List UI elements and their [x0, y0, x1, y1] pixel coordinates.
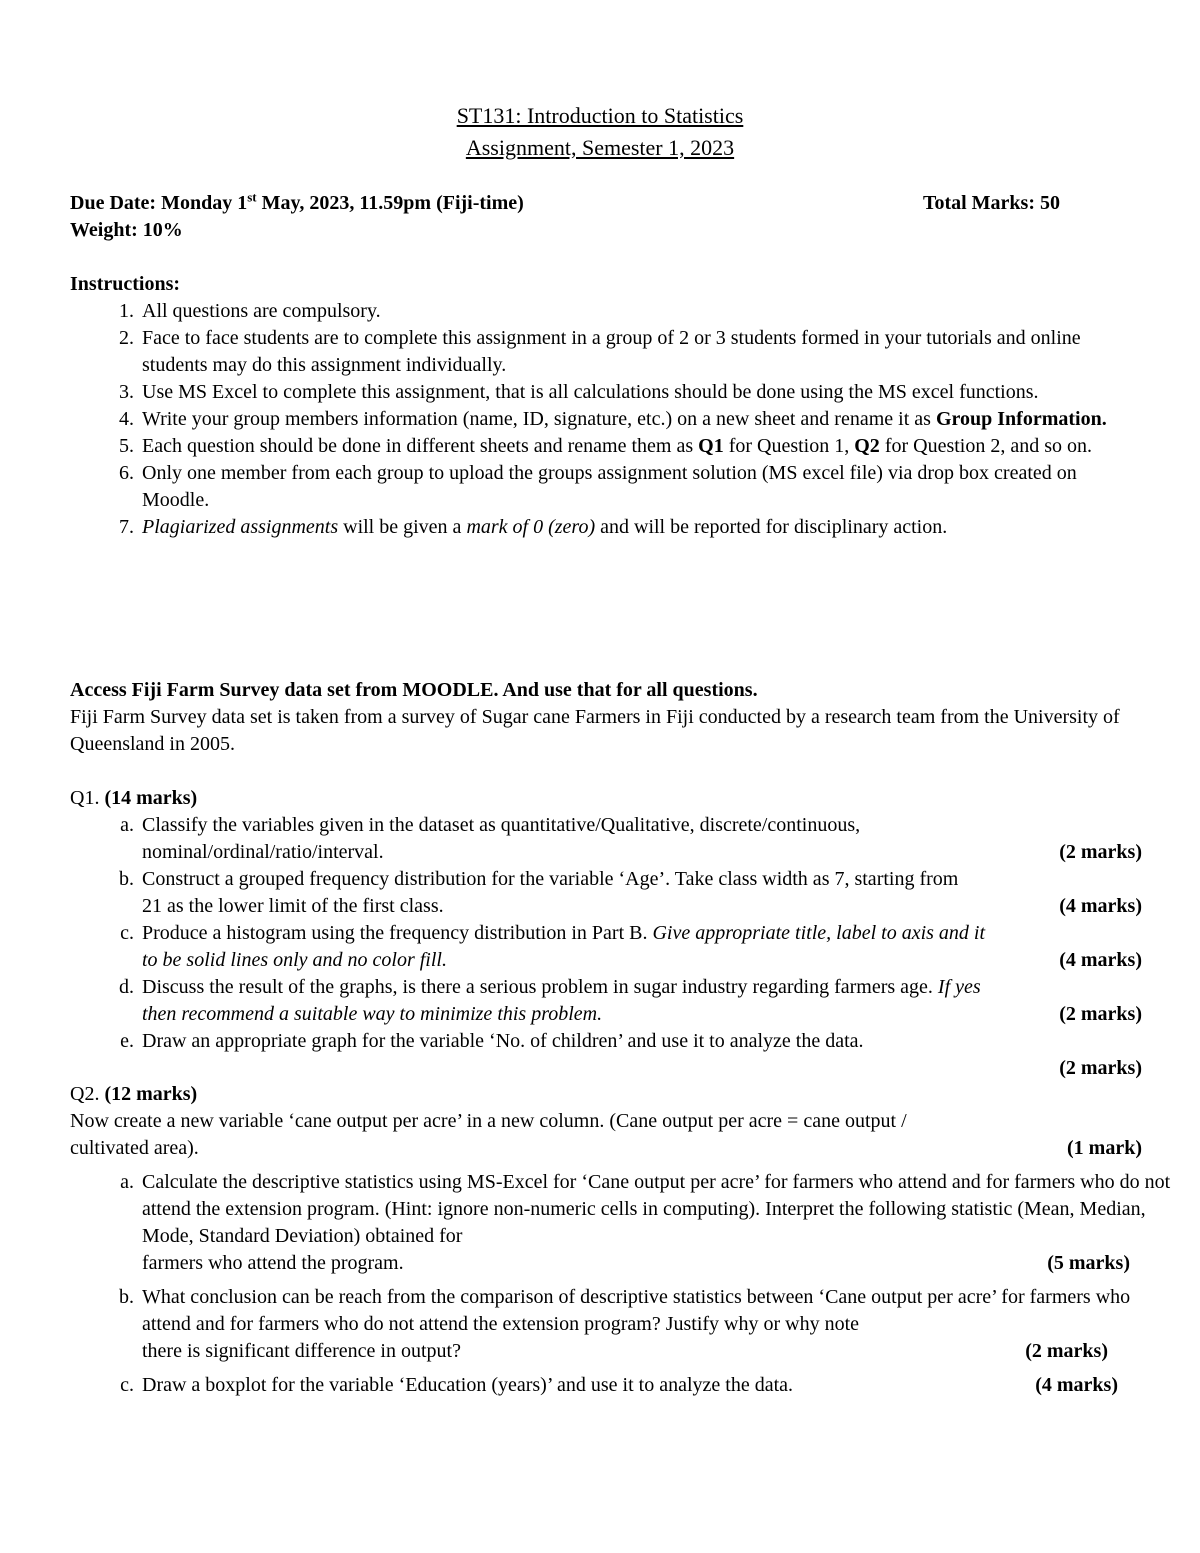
- data-access-section: [70, 677, 1140, 758]
- instructions-heading: Instructions:: [70, 273, 181, 295]
- marks-badge: (2 marks): [1059, 1057, 1142, 1079]
- instructions: [70, 271, 1130, 541]
- q1-part-c: c. Produce a histogram using the frequency distribution in Part B. Give appropriate title, label to axis and it to be solid lines only and no color fill. (4 marks): [70, 920, 1142, 974]
- question-1: [70, 785, 1142, 1082]
- list-item: 5. Each question should be done in different sheets and rename them as Q1 for Question 1, Q2 for Question 2, and so on.: [119, 435, 1093, 457]
- access-heading: Access Fiji Farm Survey data set from MOODLE. And use that for all questions.: [70, 679, 758, 701]
- weight: Weight: 10%: [70, 219, 183, 241]
- list-item: 7. Plagiarized assignments will be given a mark of 0 (zero) and will be reported for disciplinary action.: [119, 516, 948, 538]
- list-item: 6. Only one member from each group to upload the groups assignment solution (MS excel file) via drop box created on Moodle.: [119, 462, 1077, 511]
- marks-badge: (4 marks): [1059, 895, 1142, 917]
- q2-part-b: b. What conclusion can be reach from the comparison of descriptive statistics between ‘Cane output per acre’ for farmers who attend and for farmers who do not attend the extension program? Justify why or why note there is significant difference in output? (2 marks): [70, 1284, 1142, 1365]
- list-item: 4. Write your group members information (name, ID, signature, etc.) on a new sheet and rename it as Group Information.: [119, 408, 1107, 430]
- total-marks: Total Marks: 50: [922, 192, 1060, 214]
- q1-part-e: e. Draw an appropriate graph for the variable ‘No. of children’ and use it to analyze the data. (2 marks): [70, 1028, 1142, 1082]
- marks-badge: (2 marks): [1059, 841, 1142, 863]
- q2-intro: Now create a new variable ‘cane output per acre’ in a new column. (Cane output per acre = cane output /: [70, 1110, 907, 1132]
- instructions-list: [70, 298, 1130, 541]
- title-block: [0, 100, 1200, 164]
- assignment-meta: [70, 190, 1070, 244]
- q2-part-a: a. Calculate the descriptive statistics using MS-Excel for ‘Cane output per acre’ for farmers who attend and for farmers who do not attend the extension program. (Hint: ignore non-numeric cells in computing). Interpret the following statistic (Mean, Median, Mode, Standard Deviation) obtained for farmers who attend the program. (5 marks): [70, 1169, 1172, 1277]
- marks-badge: (2 marks): [1059, 1003, 1142, 1025]
- marks-badge: (4 marks): [1035, 1374, 1118, 1396]
- access-description: Fiji Farm Survey data set is taken from a survey of Sugar cane Farmers in Fiji conducted by a research team from the University of Queensland in 2005.: [70, 706, 1120, 755]
- q2-heading: Q2. (12 marks): [70, 1083, 198, 1105]
- list-item: 2. Face to face students are to complete this assignment in a group of 2 or 3 students formed in your tutorials and online students may do this assignment individually.: [119, 327, 1081, 376]
- course-title: ST131: Introduction to Statistics: [456, 103, 744, 128]
- assignment-title: Assignment, Semester 1, 2023: [465, 135, 735, 160]
- q1-part-d: d. Discuss the result of the graphs, is there a serious problem in sugar industry regarding farmers age. If yes then recommend a suitable way to minimize this problem. (2 marks): [70, 974, 1142, 1028]
- list-item: 1. All questions are compulsory.: [119, 300, 381, 322]
- q1-heading: Q1. (14 marks): [70, 787, 198, 809]
- q1-part-a: a. Classify the variables given in the dataset as quantitative/Qualitative, discrete/continuous, nominal/ordinal/ratio/interval. (2 marks): [70, 812, 1142, 866]
- due-date: Due Date: Monday 1st May, 2023, 11.59pm (Fiji-time): [70, 189, 524, 214]
- list-item: 3. Use MS Excel to complete this assignment, that is all calculations should be done using the MS excel functions.: [119, 381, 1039, 403]
- question-2: Q2. (12 marks) Now create a new variable ‘cane output per acre’ in a new column. (Cane output per acre = cane output / cultivated area). (1 mark) a. Calculate the descriptive statistics using MS-Excel for ‘Cane output per acre’ for farmers who attend and for farmers who do not attend the extension program. (Hint: ignore non-numeric cells in computing). Interpret the following statistic (Mean, Median, Mode, Standard Deviation) obtained for farmers who attend the program. (5 marks) b. What conclusion can be reach from the comparison of descriptive statistics between ‘Cane output per acre’ for farmers who attend and for farmers who do not attend the extension program? Justify why or why note there is significant difference in output? (2 marks) c. Draw a boxplot for the variable ‘Education (years)’ and use it to analyze the data. (4 marks): [70, 1081, 1142, 1399]
- marks-badge: (5 marks): [1047, 1252, 1130, 1274]
- q1-part-b: b. Construct a grouped frequency distribution for the variable ‘Age’. Take class width as 7, starting from 21 as the lower limit of the first class. (4 marks): [70, 866, 1142, 920]
- marks-badge: (2 marks): [1025, 1340, 1108, 1362]
- marks-badge: (4 marks): [1059, 949, 1142, 971]
- q2-part-c: c. Draw a boxplot for the variable ‘Education (years)’ and use it to analyze the data. (4 marks): [70, 1372, 1142, 1399]
- marks-badge: (1 mark): [1067, 1137, 1142, 1159]
